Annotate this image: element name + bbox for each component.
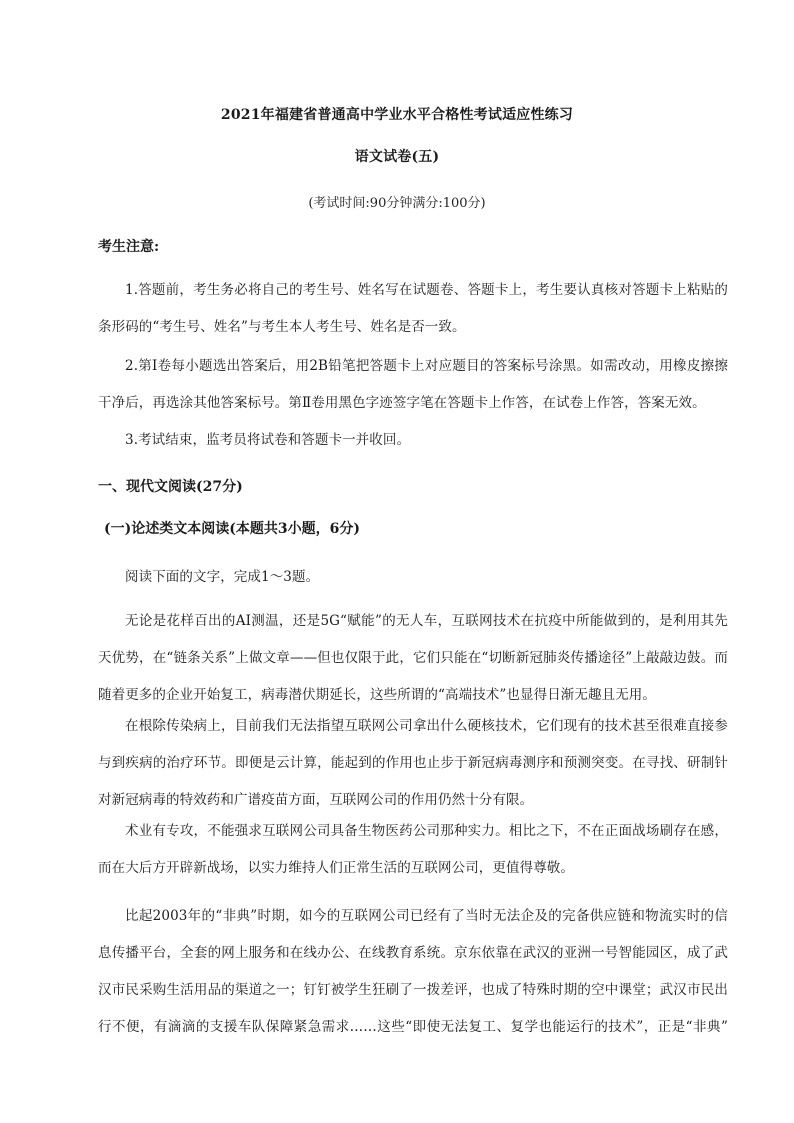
exam-info: (考试时间:90分钟满分:100分) (308, 196, 486, 211)
notice-item: 1.答题前，考生务必将自己的考生号、姓名写在试题卷、答题卡上，考生要认真核对答题卡上粘贴的条形码的“考生号、姓名”与考生本人考生号、姓名是否一致。 (98, 282, 728, 335)
body-paragraph: 术业有专攻，不能强求互联网公司具备生物医药公司那种实力。相比之下，不在正面战场刷存在感，而在大后方开辟新战场，以实力维持人们正常生活的互联网公司，更值得尊敬。 (98, 823, 728, 876)
section-heading: 一、现代文阅读(27分) (98, 479, 243, 495)
body-paragraph: 比起2003年的“非典”时期，如今的互联网公司已经有了当时无法企及的完备供应链和物流实时的信息传播平台，全套的网上服务和在线办公、在线教育系统。京东依靠在武汉的亚洲一号智能园区，成了武汉市民采购生活用品的渠道之一；钉钉被学生狂刷了一拨差评，也成了特殊时期的空中课堂；武汉市民出行不便，有滴滴的支援车队保障紧急需求……这些“即使无法复工、复学也能运行的技术”，正是“非典” (98, 908, 728, 1035)
body-paragraph: 在根除传染病上，目前我们无法指望互联网公司拿出什么硬核技术，它们现有的技术甚至很难直接参与到疾病的治疗环节。即便是云计算，能起到的作用也止步于新冠病毒测序和预测突变。在寻找、研制针对新冠病毒的特效药和广谱疫苗方面，互联网公司的作用仍然十分有限。 (98, 718, 728, 808)
notice-heading: 考生注意: (98, 239, 160, 255)
body-paragraph: 无论是花样百出的AI测温，还是5G“赋能”的无人车，互联网技术在抗疫中所能做到的，是利用其先天优势，在“链条关系”上做文章——但也仅限于此，它们只能在“切断新冠肺炎传播途径”上敲敲边鼓。而随着更多的企业开始复工，病毒潜伏期延长，这些所谓的“高端技术”也显得日渐无趣且无用。 (98, 613, 728, 703)
document-subtitle: 语文试卷(五) (354, 149, 440, 165)
document-title: 2021年福建省普通高中学业水平合格性考试适应性练习 (220, 107, 574, 123)
notice-item: 3.考试结束，监考员将试卷和答题卡一并收回。 (125, 432, 411, 448)
reading-instruction: 阅读下面的文字，完成1～3题。 (125, 569, 320, 585)
notice-item: 2.第Ⅰ卷每小题选出答案后，用2B铅笔把答题卡上对应题目的答案标号涂黑。如需改动，用橡皮擦擦干净后，再选涂其他答案标号。第Ⅱ卷用黑色字迹签字笔在答题卡上作答，在试卷上作答，答案无效。 (98, 358, 728, 411)
subsection-heading: (一)论述类文本阅读(本题共3小题，6分) (104, 521, 360, 537)
